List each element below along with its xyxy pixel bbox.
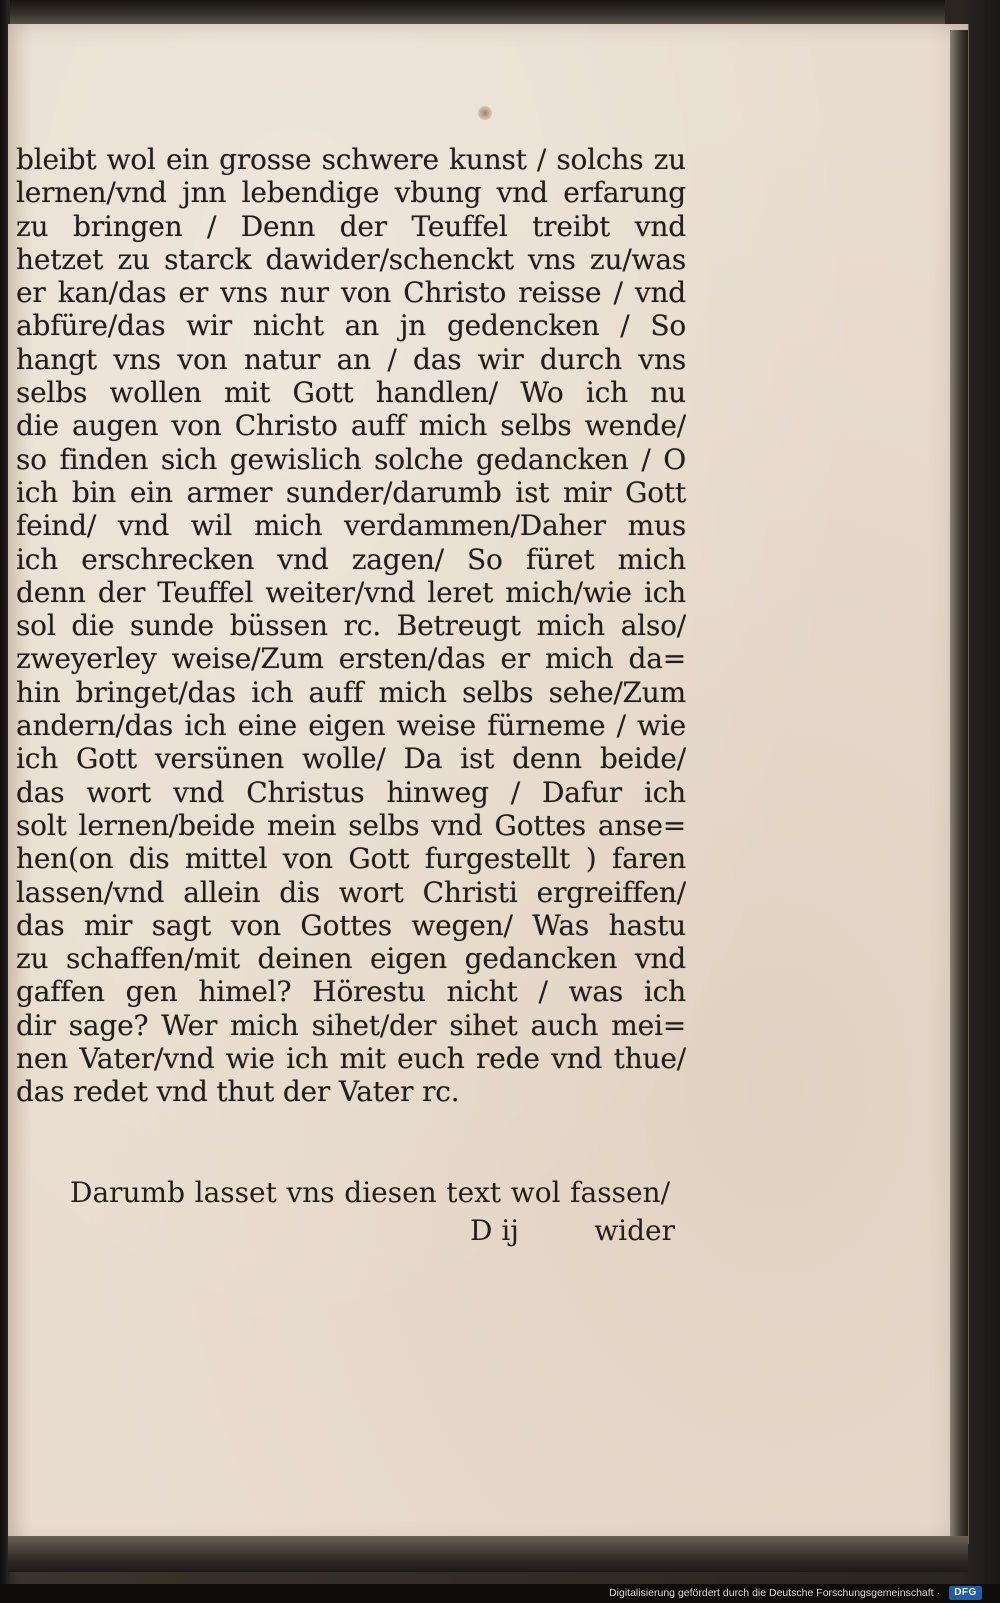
page-bottom-shadow	[8, 1536, 968, 1572]
text-line: bleibt wol ein grosse schwere kunst / solchs zu	[16, 143, 686, 176]
text-line: er kan/das er vns nur von Christo reisse / vnd	[16, 276, 686, 310]
text-line: zweyerley weise/Zum ersten/das er mich da=	[16, 642, 686, 676]
text-line: das wort vnd Christus hinweg / Dafur ich	[16, 775, 686, 809]
dfg-logo: DFG	[949, 1586, 982, 1600]
text-line: hangt vns von natur an / das wir durch vns	[16, 342, 686, 376]
text-line: hen(on dis mittel von Gott furgestellt ) faren	[16, 842, 686, 876]
text-line: abfüre/das wir nicht an jn gedencken / So	[16, 309, 686, 343]
text-line: lernen/vnd jnn lebendige vbung vnd erfarung	[16, 176, 686, 210]
text-line: selbs wollen mit Gott handlen/ Wo ich nu	[16, 376, 686, 410]
text-line: zu schaffen/mit deinen eigen gedancken vnd	[16, 942, 686, 976]
text-line: ich Gott versünen wolle/ Da ist denn beide/	[16, 742, 686, 776]
text-line: dir sage? Wer mich sihet/der sihet auch mei=	[16, 1008, 686, 1042]
text-line: zu bringen / Denn der Teuffel treibt vnd	[16, 209, 686, 243]
paper-stain	[478, 106, 492, 120]
text-line: lassen/vnd allein dis wort Christi ergreiffen/	[16, 875, 686, 909]
footer-credit: Digitalisierung gefördert durch die Deutsche Forschungsgemeinschaft ·	[609, 1587, 940, 1599]
text-line: die augen von Christo auff mich selbs wende/	[16, 409, 686, 443]
text-line: sol die sunde büssen rc. Betreugt mich also/	[16, 609, 686, 643]
text-line: hin bringet/das ich auff mich selbs sehe/Zum	[16, 675, 686, 709]
page-foot-row	[470, 1214, 675, 1250]
text-line: ich bin ein armer sunder/darumb ist mir Gott	[16, 475, 686, 509]
text-line: nen Vater/vnd wie ich mit euch rede vnd thue/	[16, 1042, 686, 1076]
final-line: Darumb lasset vns diesen text wol fassen/	[70, 1176, 670, 1209]
signature-mark: D ij	[470, 1214, 519, 1247]
text-line: andern/das ich eine eigen weise fürneme / wie	[16, 709, 686, 743]
digitization-footer	[0, 1584, 1000, 1603]
text-line: das redet vnd thut der Vater rc.	[16, 1075, 460, 1109]
page-edge-shadow	[950, 30, 968, 1550]
text-line: gaffen gen himel? Hörestu nicht / was ich	[16, 975, 686, 1009]
text-line: hetzet zu starck dawider/schenckt vns zu/was	[16, 242, 686, 276]
catchword: wider	[594, 1214, 675, 1247]
text-line: das mir sagt von Gottes wegen/ Was hastu	[16, 908, 686, 942]
text-line: feind/ vnd wil mich verdammen/Daher mus	[16, 509, 686, 543]
text-line: solt lernen/beide mein selbs vnd Gottes anse=	[16, 808, 686, 842]
text-line: so finden sich gewislich solche gedancken / O	[16, 442, 686, 476]
text-line: ich erschrecken vnd zagen/ So füret mich	[16, 542, 686, 576]
body-text	[16, 143, 686, 1109]
text-line: denn der Teuffel weiter/vnd leret mich/wie ich	[16, 575, 686, 609]
